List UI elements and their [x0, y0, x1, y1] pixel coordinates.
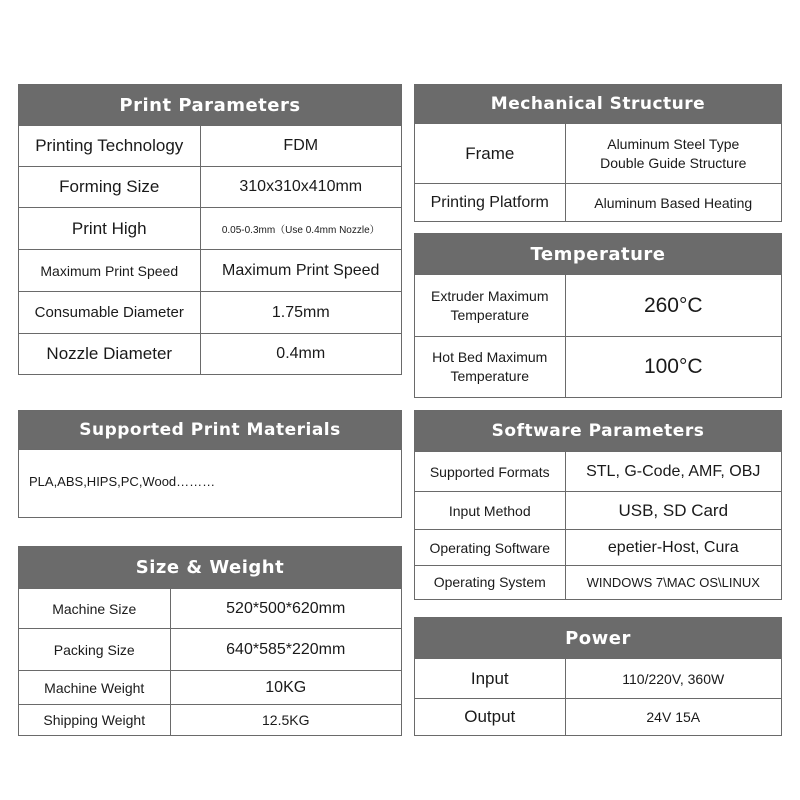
mechanical-structure-table	[415, 123, 781, 222]
spec-value: 0.05-0.3mm（Use 0.4mm Nozzle）	[200, 208, 401, 250]
spec-label	[415, 275, 565, 337]
spec-value: 260°C	[565, 275, 781, 337]
supported-materials-title: Supported Print Materials	[19, 411, 401, 449]
supported-materials-text: PLA,ABS,HIPS,PC,Wood………	[19, 449, 401, 518]
spec-value: 640*585*220mm	[170, 629, 401, 671]
spec-label: Print High	[19, 208, 200, 250]
table-row	[415, 492, 781, 530]
spec-value: 520*500*620mm	[170, 589, 401, 629]
size-weight-panel	[18, 546, 402, 736]
spec-value: 24V 15A	[565, 699, 781, 736]
spec-label: Input	[415, 659, 565, 699]
table-row	[19, 629, 401, 671]
spec-label: Maximum Print Speed	[19, 250, 200, 292]
spec-label-line: Hot Bed Maximum	[432, 349, 548, 366]
spec-label: Operating Software	[415, 530, 565, 566]
spec-value	[565, 124, 781, 184]
print-parameters-panel	[18, 84, 402, 375]
spec-value: 1.75mm	[200, 292, 401, 334]
temperature-panel	[414, 233, 782, 398]
temperature-table	[415, 274, 781, 398]
table-row	[415, 566, 781, 599]
table-row	[19, 705, 401, 736]
spec-label: Printing Technology	[19, 126, 200, 167]
software-parameters-title: Software Parameters	[415, 411, 781, 451]
spec-value: STL, G-Code, AMF, OBJ	[565, 452, 781, 492]
table-row	[415, 275, 781, 337]
table-row	[415, 184, 781, 222]
spec-value: 0.4mm	[200, 334, 401, 375]
spec-value: 12.5KG	[170, 705, 401, 736]
spec-label: Operating System	[415, 566, 565, 599]
table-row	[415, 124, 781, 184]
table-row	[19, 292, 401, 334]
spec-label-line: Temperature	[450, 368, 530, 385]
table-row	[19, 671, 401, 705]
spec-label: Printing Platform	[415, 184, 565, 222]
power-panel	[414, 617, 782, 736]
spec-value: 10KG	[170, 671, 401, 705]
spec-label: Nozzle Diameter	[19, 334, 200, 375]
spec-value: USB, SD Card	[565, 492, 781, 530]
mechanical-structure-title: Mechanical Structure	[415, 85, 781, 123]
table-row	[415, 452, 781, 492]
spec-value: Aluminum Based Heating	[565, 184, 781, 222]
table-row	[19, 208, 401, 250]
size-weight-title: Size & Weight	[19, 547, 401, 588]
spec-label: Supported Formats	[415, 452, 565, 492]
temperature-title: Temperature	[415, 234, 781, 274]
spec-label: Consumable Diameter	[19, 292, 200, 334]
spec-value: epetier-Host, Cura	[565, 530, 781, 566]
spec-value: 310x310x410mm	[200, 167, 401, 208]
spec-label: Forming Size	[19, 167, 200, 208]
spec-value-line: Double Guide Structure	[600, 154, 747, 171]
power-title: Power	[415, 618, 781, 658]
print-parameters-table	[19, 125, 401, 375]
spec-value: 100°C	[565, 337, 781, 398]
table-row	[19, 167, 401, 208]
spec-label-line: Extruder Maximum	[431, 287, 549, 304]
spec-label: Input Method	[415, 492, 565, 530]
spec-value: WINDOWS 7\MAC OS\LINUX	[565, 566, 781, 599]
spec-value: FDM	[200, 126, 401, 167]
spec-label: Packing Size	[19, 629, 170, 671]
spec-label: Shipping Weight	[19, 705, 170, 736]
table-row	[415, 659, 781, 699]
software-parameters-panel	[414, 410, 782, 600]
spec-label: Machine Size	[19, 589, 170, 629]
spec-label: Frame	[415, 124, 565, 184]
spec-label	[415, 337, 565, 398]
table-row	[19, 126, 401, 167]
table-row	[19, 250, 401, 292]
size-weight-table	[19, 588, 401, 736]
power-table	[415, 658, 781, 736]
table-row	[19, 334, 401, 375]
spec-label: Output	[415, 699, 565, 736]
supported-materials-panel	[18, 410, 402, 518]
spec-label: Machine Weight	[19, 671, 170, 705]
spec-label-line: Temperature	[450, 306, 530, 323]
table-row	[415, 530, 781, 566]
table-row	[415, 337, 781, 398]
mechanical-structure-panel	[414, 84, 782, 222]
table-row	[19, 589, 401, 629]
table-row	[415, 699, 781, 736]
spec-value: Maximum Print Speed	[200, 250, 401, 292]
software-parameters-table	[415, 451, 781, 599]
spec-value-line: Aluminum Steel Type	[607, 135, 740, 152]
print-parameters-title: Print Parameters	[19, 85, 401, 125]
spec-value: 110/220V, 360W	[565, 659, 781, 699]
